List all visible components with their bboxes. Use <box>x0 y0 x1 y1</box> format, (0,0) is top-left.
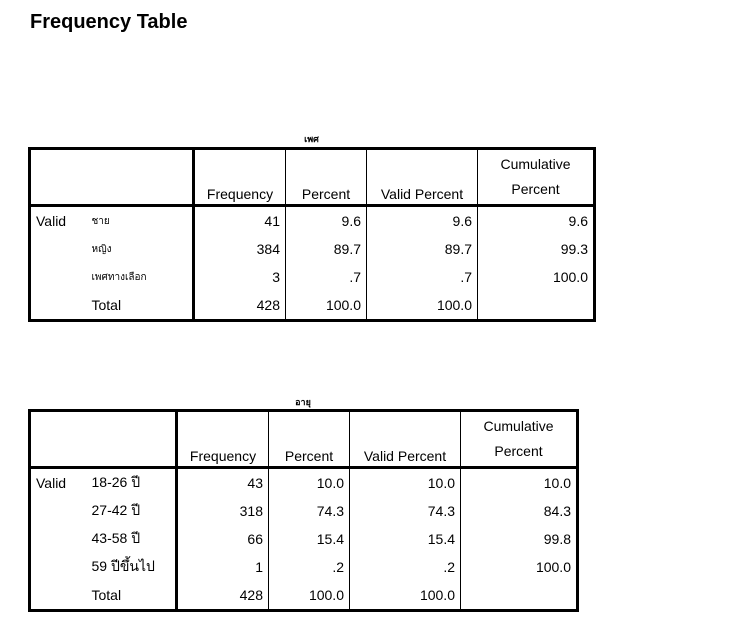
cell-valid-percent: 100.0 <box>367 291 478 321</box>
cell-cumulative-percent: 10.0 <box>543 475 571 491</box>
cell-valid-percent: .2 <box>350 553 461 581</box>
cell-frequency: 41 <box>194 206 286 236</box>
cell-valid-percent: 9.6 <box>367 206 478 236</box>
cell-cumulative-percent: 99.8 <box>543 531 571 547</box>
header-cumulative-percent-line2: Percent <box>494 443 543 459</box>
cell-percent: .7 <box>286 263 367 291</box>
header-cumulative: Cumulative <box>500 156 571 172</box>
group-label-valid: Valid <box>36 213 67 229</box>
header-empty <box>30 411 87 468</box>
cell-frequency: 318 <box>177 497 269 525</box>
cell-frequency: 3 <box>194 263 286 291</box>
header-cumulative-percent <box>461 411 578 468</box>
row-label: 27-42 ปี <box>87 497 177 525</box>
cell-percent: 89.7 <box>286 235 367 263</box>
row-label: 43-58 ปี <box>87 525 177 553</box>
cell-valid-percent: 89.7 <box>367 235 478 263</box>
table-row-total <box>30 581 578 611</box>
frequency-table-gender <box>28 147 596 322</box>
cell-percent: 9.6 <box>286 206 367 236</box>
table-row <box>30 525 578 553</box>
header-empty <box>30 149 87 206</box>
header-cumulative-percent-line2: Percent <box>511 181 560 197</box>
header-frequency: Frequency <box>194 149 286 206</box>
cell-percent: 10.0 <box>269 468 350 498</box>
table-caption-age: อายุ <box>295 397 311 407</box>
row-label: 18-26 ปี <box>87 468 177 498</box>
header-empty <box>87 149 194 206</box>
group-label-valid: Valid <box>36 475 67 491</box>
row-label: 59 ปีขึ้นไป <box>87 553 177 581</box>
cell-cumulative-percent: 84.3 <box>543 503 571 519</box>
cell-valid-percent: 15.4 <box>350 525 461 553</box>
row-label-total: Total <box>87 291 194 321</box>
row-label-total: Total <box>87 581 177 611</box>
header-percent: Percent <box>269 411 350 468</box>
row-label: ชาย <box>87 206 194 236</box>
table-row <box>30 263 595 291</box>
header-empty <box>87 411 177 468</box>
table-row-total <box>30 291 595 321</box>
cell-frequency: 428 <box>177 581 269 611</box>
cell-valid-percent: 74.3 <box>350 497 461 525</box>
cell-percent: 100.0 <box>286 291 367 321</box>
page-title: Frequency Table <box>30 11 188 33</box>
cell-percent: .2 <box>269 553 350 581</box>
header-cumulative-percent <box>478 149 595 206</box>
cell-valid-percent: 10.0 <box>350 468 461 498</box>
header-frequency: Frequency <box>177 411 269 468</box>
cell-valid-percent: .7 <box>367 263 478 291</box>
cell-percent: 74.3 <box>269 497 350 525</box>
header-cumulative: Cumulative <box>483 418 554 434</box>
cell-cumulative-percent: 100.0 <box>535 559 571 575</box>
table-caption-gender: เพศ <box>304 134 319 144</box>
cell-frequency: 66 <box>177 525 269 553</box>
header-valid-percent: Valid Percent <box>350 411 461 468</box>
header-percent: Percent <box>286 149 367 206</box>
row-label: หญิง <box>87 235 194 263</box>
cell-cumulative-percent: 99.3 <box>560 241 588 257</box>
cell-percent: 15.4 <box>269 525 350 553</box>
cell-cumulative-percent <box>478 291 595 321</box>
cell-frequency: 43 <box>177 468 269 498</box>
table-row <box>30 235 595 263</box>
table-row <box>30 206 595 236</box>
cell-valid-percent: 100.0 <box>350 581 461 611</box>
row-label: เพศทางเลือก <box>87 263 194 291</box>
table-row <box>30 553 578 581</box>
cell-frequency: 1 <box>177 553 269 581</box>
cell-cumulative-percent <box>461 581 578 611</box>
header-valid-percent: Valid Percent <box>367 149 478 206</box>
cell-cumulative-percent: 9.6 <box>568 213 588 229</box>
cell-frequency: 428 <box>194 291 286 321</box>
table-row <box>30 497 578 525</box>
table-row <box>30 468 578 498</box>
cell-frequency: 384 <box>194 235 286 263</box>
table-header-row <box>30 149 595 206</box>
table-header-row <box>30 411 578 468</box>
frequency-table-age <box>28 409 579 612</box>
cell-cumulative-percent: 100.0 <box>552 269 588 285</box>
cell-percent: 100.0 <box>269 581 350 611</box>
